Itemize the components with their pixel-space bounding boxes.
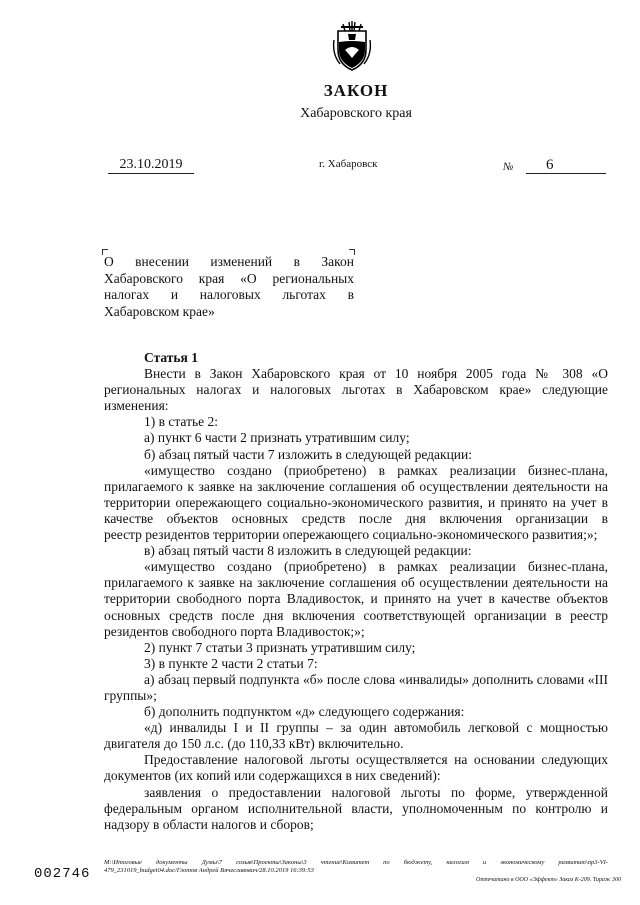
law-heading: О внесении изменений в Закон Хабаровского края «О региональных налогах и налоговых льготах в Хабаровском крае» — [104, 254, 354, 319]
registration-stamp: 002746 — [34, 866, 91, 882]
file-path-line-1: M:\Итоговые документы Думы\7 созыв\Проекты\Законы\3 чтение\Комитет по бюджету, налогам и экономическому развитию\пр3-VI- — [104, 859, 608, 866]
paragraph: а) абзац первый подпункта «б» после слова «инвалиды» дополнить словами «III группы»; — [104, 671, 608, 703]
document-title: ЗАКОН — [323, 81, 389, 100]
paragraph: реестр резидентов территории опережающего социально-экономического развития;»; — [104, 527, 598, 543]
article-title: Статья 1 — [144, 350, 198, 365]
paragraph: б) абзац пятый части 7 изложить в следующей редакции: — [144, 446, 473, 462]
law-number: 6 — [526, 157, 606, 174]
file-path-line-2: 479_231019_budget04.doc/Глотов Андрей Вячеславович/28.10.2019 16:39:53 — [104, 867, 314, 874]
number-label: № — [503, 161, 514, 173]
paragraph: «имущество создано (приобретено) в рамках реализации бизнес-плана, прилагаемого к заявке на заключение соглашения об осуществлении деятельности на территории опережающего социально-экономического развития, и принято на учет в качестве объектов основных средств после дня включения организации в — [104, 462, 608, 526]
coat-of-arms-emblem — [331, 20, 373, 72]
paragraph: 2) пункт 7 статьи 3 признать утратившим силу; — [144, 639, 416, 655]
paragraph: 1) в статье 2: — [144, 414, 218, 430]
paragraph: Внести в Закон Хабаровского края от 10 ноября 2005 года № 308 «О региональных налогах и налоговых льготах в Хабаровском крае» следующие изменения: — [104, 366, 608, 414]
paragraph: 3) в пункте 2 части 2 статьи 7: — [144, 655, 318, 671]
paragraph: «д) инвалиды I и II группы – за один автомобиль легковой с мощностью двигателя до 150 л.с. (до 110,33 кВт) включительно. — [104, 720, 608, 752]
paragraph: «имущество создано (приобретено) в рамках реализации бизнес-плана, прилагаемого к заявке на заключение соглашения об осуществлении деятельности на территории свободного порта Владивосток, и принято на учет в качестве объектов основных средств после дня включения соответствующей организации в реестр резидентов свободного порта Владивосток;»; — [104, 559, 608, 639]
law-body — [104, 350, 608, 833]
law-date: 23.10.2019 — [108, 157, 194, 174]
paragraph: заявления о предоставлении налоговой льготы по форме, утвержденной федеральным органом исполнительной власти, уполномоченным по контролю и надзору в области налогов и сборов; — [104, 784, 608, 832]
document-subtitle: Хабаровского края — [300, 106, 412, 121]
paragraph: б) дополнить подпунктом «д» следующего содержания: — [144, 704, 465, 720]
paragraph: в) абзац пятый части 8 изложить в следующей редакции: — [144, 543, 472, 559]
print-note: Отпечатано в ООО «Эффект» Заказ К-209. Тираж 300 — [476, 877, 621, 883]
city-name: г. Хабаровск — [319, 158, 378, 170]
paragraph: Предоставление налоговой льготы осуществляется на основании следующих документов (их копий или содержащихся в них сведений): — [104, 752, 608, 784]
paragraph: а) пункт 6 части 2 признать утратившим силу; — [144, 430, 410, 446]
